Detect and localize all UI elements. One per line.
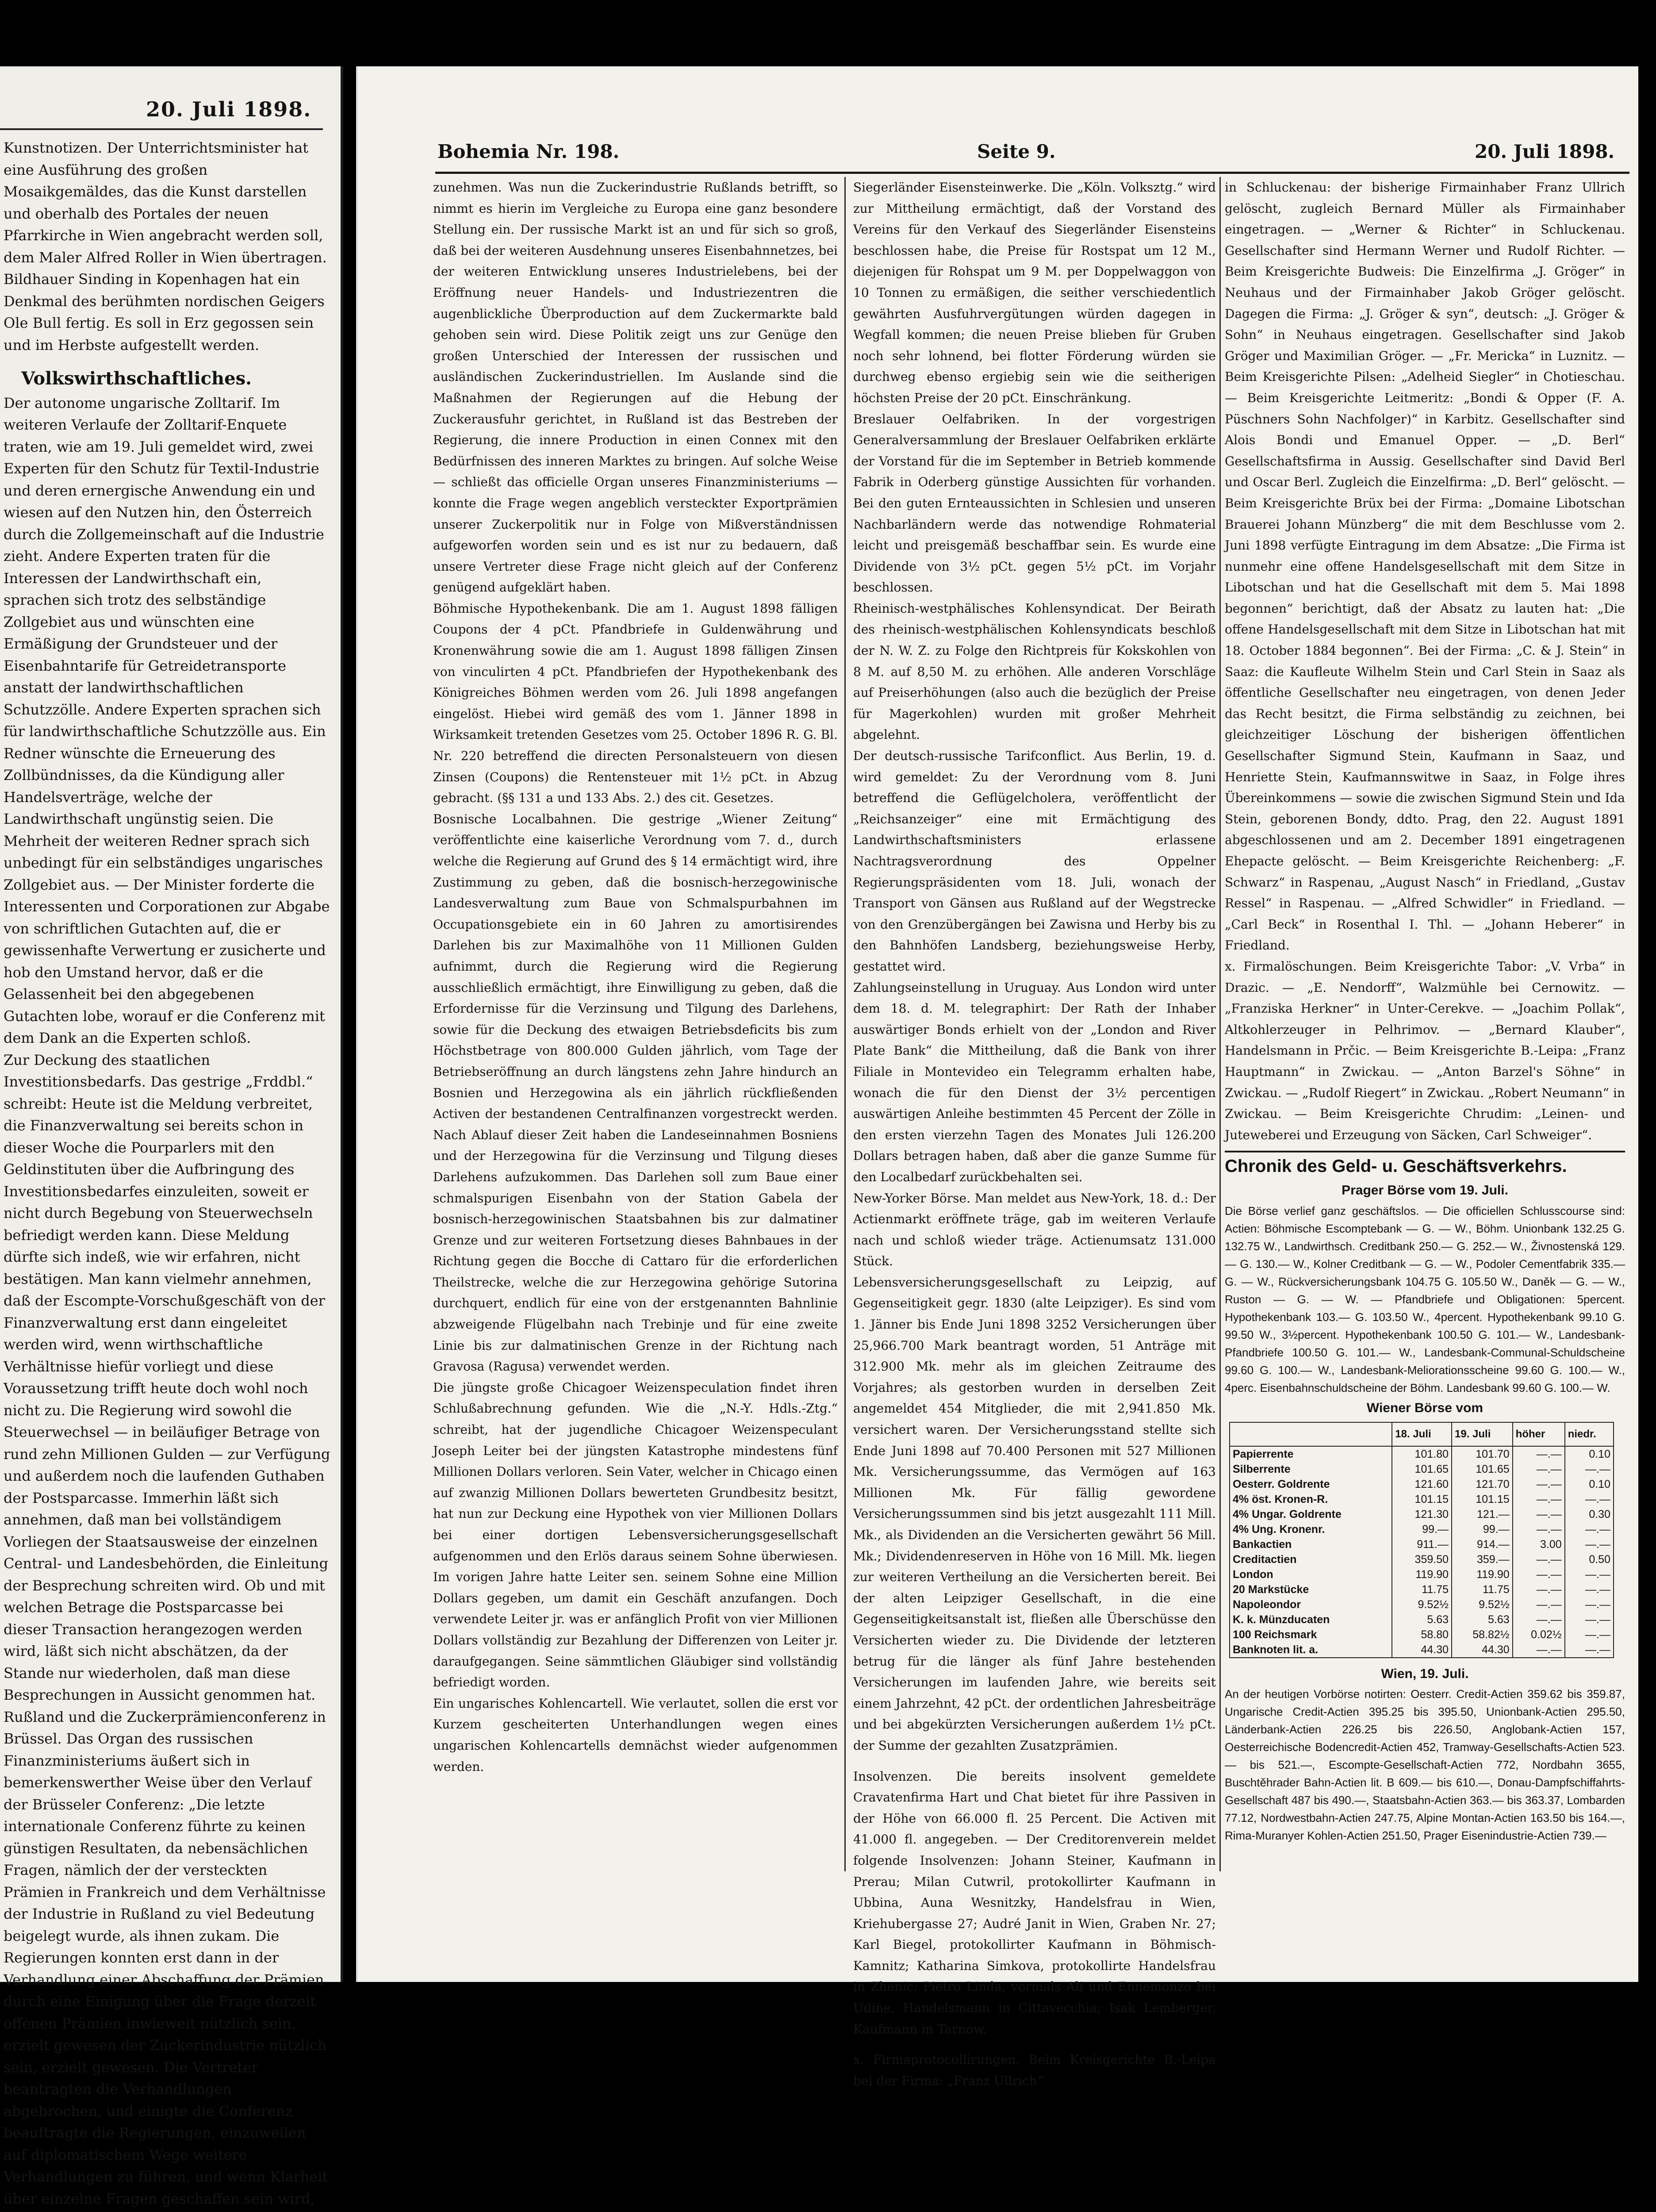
table-row	[1230, 1567, 1614, 1582]
rate-cell: —.—	[1565, 1537, 1614, 1552]
column-3	[1225, 177, 1625, 1867]
security-name: Napoleondor	[1230, 1597, 1392, 1612]
rate-cell: —.—	[1513, 1477, 1565, 1492]
rate-cell: 5.63	[1452, 1612, 1513, 1627]
rate-cell: —.—	[1513, 1507, 1565, 1522]
article-paragraph: Rußland und die Zuckerprämienconferenz in Brüssel. Das Organ des russischen Finanzministeriums äußert sich in bemerkenswerther Weise über den Verlauf der Brüsseler Conferenz: „Die letzte internationale Conferenz führte zu keinen günstigen Resultaten, da nebensächlichen Fragen, nämlich der der versteckten Prämien in Frankreich und dem Verhältnisse der Industrie in Rußland zu viel Bedeutung beigelegt wurde, als ihnen zukam. Die Regierungen konnten erst dann in der Verhandlung einer Abschaffung der Prämien durch eine Einigung über die Frage derzeit offenen Prämien inwieweit nützlich sein, erzielt gewesen der Zuckerindustrie nützlich sein, erzielt gewesen. Die Vertreter beantragten die Verhandlungen abgebrochen, und einigte die Conferenz beauftragte die Regierungen, einzuweilen auf diplomatischem Wege weitere Verhandlungen zu führen, und wenn Klarheit über einzelne Fragen geschaffen sein wird,	[4, 1706, 331, 2212]
rate-cell: 3.00	[1513, 1537, 1565, 1552]
rate-cell: 5.63	[1392, 1612, 1452, 1627]
rate-cell: 101.15	[1392, 1492, 1452, 1507]
rate-cell: —.—	[1513, 1567, 1565, 1582]
rate-cell: 101.15	[1452, 1492, 1513, 1507]
rate-cell: 0.30	[1565, 1507, 1614, 1522]
rate-cell: 99.—	[1392, 1522, 1452, 1537]
security-name: 4% öst. Kronen-R.	[1230, 1492, 1392, 1507]
security-name: Banknoten lit. a.	[1230, 1642, 1392, 1658]
rate-cell: —.—	[1513, 1492, 1565, 1507]
rate-cell: —.—	[1565, 1462, 1614, 1477]
table-body	[1230, 1446, 1614, 1658]
security-name: Oesterr. Goldrente	[1230, 1477, 1392, 1492]
rate-cell: —.—	[1565, 1567, 1614, 1582]
table-row	[1230, 1477, 1614, 1492]
article-paragraph: Zahlungseinstellung in Uruguay. Aus London wird unter dem 18. d. M. telegraphirt: Der Rath der Inhaber auswärtiger Bonds erhielt von der „London and River Plate Bank“ die Mittheilung, daß die Bank von ihrer Filiale in Montevideo ein Telegramm erhalten habe, wonach die für den Dienst der 3½ percentigen auswärtigen Anleihe bestimmten 45 Percent der Zölle in den ersten vierzehn Tagen des Monates Juli 126.200 Dollars betragen haben, daß aber die ganze Summe für den Localbedarf zurückbehalten sei.	[853, 977, 1216, 1188]
column-2	[853, 177, 1216, 1867]
rate-cell: —.—	[1565, 1582, 1614, 1597]
rate-cell: 914.—	[1452, 1537, 1513, 1552]
article-paragraph: Zur Deckung des staatlichen Investitionsbedarfs. Das gestrige „Frddbl.“ schreibt: Heute ist die Meldung verbreitet, die Finanzverwaltung sei bereits schon in dieser Woche die Pourparlers mit den Geldinstituten über die Aufbringung des Investitionsbedarfes einzuleiten, soweit er nicht durch Begebung von Steuerwechseln befriedigt werden kann. Diese Meldung dürfte sich indeß, wie wir erfahren, nicht bestätigen. Man kann vielmehr annehmen, daß der Escompte-Vorschußgeschäft von der Finanzverwaltung erst dann eingeleitet werden wird, wenn wirthschaftliche Verhältnisse hiefür vorliegt und diese Voraussetzung trifft heute doch wohl noch nicht zu. Die Regierung wird sowohl die Steuerwechsel — in beiläufiger Betrage von rund zehn Millionen Gulden — zur Verfügung und außerdem noch die laufenden Guthaben der Postsparcasse. Immerhin läßt sich annehmen, daß man bei vollständigem Vorliegen der Staatsausweise der einzelnen Central- und Landesbehörden, die Einleitung der Besprechung schreiten wird. Ob und mit welchen Betrage die Postsparcasse bei dieser Transaction herangezogen werden wird, läßt sich nicht abschätzen, da der Stande nur wiederholen, daß man diese Besprechungen in Aussicht genommen hat.	[4, 1049, 331, 1706]
security-name: 100 Reichsmark	[1230, 1627, 1392, 1642]
column-divider	[844, 177, 846, 1871]
rate-cell: 121.60	[1392, 1477, 1452, 1492]
rate-cell: —.—	[1513, 1582, 1565, 1597]
newspaper-issue: Bohemia Nr. 198.	[437, 141, 619, 162]
rate-cell: —.—	[1565, 1627, 1614, 1642]
rate-cell: 359.—	[1452, 1552, 1513, 1567]
article-paragraph: Bildhauer Sinding in Kopenhagen hat ein Denkmal des berühmten nordischen Geigers Ole Bull fertig. Es soll in Erz gegossen sein und im Herbste aufgestellt werden.	[4, 269, 331, 356]
page-number: Seite 9.	[977, 141, 1056, 162]
exchange-rate-table	[1229, 1422, 1614, 1658]
column-header: 19. Juli	[1452, 1422, 1513, 1446]
rate-cell: 121.30	[1392, 1507, 1452, 1522]
article-paragraph: Der deutsch-russische Tarifconflict. Aus Berlin, 19. d. wird gemeldet: Zu der Verordnung vom 8. Juni betreffend die Geflügelcholera, veröffentlicht der „Reichsanzeiger“ eine mit Ermächtigung des Landwirthschaftsministers erlassene Nachtragsverordnung des Oppelner Regierungspräsidenten vom 18. Juli, wonach der Transport von Gänsen aus Rußland auf der Wegstrecke von den Grenzübergängen bei Zawisna und Herby bis zu den Bahnhöfen Landsberg, beziehungsweise Herby, gestattet wird.	[853, 745, 1216, 977]
wien-heading: Wien, 19. Juli.	[1225, 1663, 1625, 1685]
page-header	[358, 141, 1638, 167]
rate-cell: 359.50	[1392, 1552, 1452, 1567]
column-1	[433, 177, 838, 1867]
header-rule	[0, 128, 323, 130]
rate-cell: 0.10	[1565, 1446, 1614, 1462]
security-name: Creditactien	[1230, 1552, 1392, 1567]
left-page-date: 20. Juli 1898.	[146, 97, 311, 121]
article-paragraph: Böhmische Hypothekenbank. Die am 1. August 1898 fälligen Coupons der 4 pCt. Pfandbriefe in Guldenwährung und Kronenwährung sowie die am 1. August 1898 fälligen Zinsen von vinculirten 4 pCt. Pfandbriefen der Hypothekenbank des Königreiches Böhmen werden vom 26. Juli 1898 angefangen eingelöst. Hiebei wird gemäß des vom 1. Jänner 1898 in Wirksamkeit tretenden Gesetzes vom 25. October 1896 R. G. Bl. Nr. 220 betreffend die directen Personalsteuern von diesen Zinsen (Coupons) die Rentensteuer mit 1½ pCt. in Abzug gebracht. (§§ 131 a und 133 Abs. 2.) des cit. Gesetzes.	[433, 598, 838, 809]
article-paragraph: x. Firmalöschungen. Beim Kreisgerichte Tabor: „V. Vrba“ in Drazic. — „E. Nendorff“, Walzmühle bei Cernowitz. — „Franziska Herkner“ in Unter-Cerekve. — „Joachim Pollak“, Altkohlerzeuger in Pelhrimov. — „Bernard Klauber“, Handelsmann in Prčic. — Beim Kreisgerichte B.-Leipa: „Franz Hauptmann“ in Zwickau. — „Anton Barzel's Söhne“ in Zwickau. — „Rudolf Riegert“ in Zwickau. „Robert Neumann“ in Zwickau. — Beim Kreisgerichte Chrudim: „Leinen- und Juteweberei und Erzeugung von Säcken, Carl Schweiger“.	[1225, 956, 1625, 1145]
rate-cell: 58.80	[1392, 1627, 1452, 1642]
table-row	[1230, 1522, 1614, 1537]
article-paragraph: Breslauer Oelfabriken. In der vorgestrigen Generalversammlung der Breslauer Oelfabriken erklärte der Vorstand für die im September in Betrieb kommende Fabrik in Oderberg günstige Aussichten für vorhanden. Bei den guten Ernteaussichten in Schlesien und unseren Nachbarländern werde das notwendige Rohmaterial leicht und preisgemäß beschaffbar sein. Es wurde eine Dividende von 3½ pCt. gegen 5½ pCt. im Vorjahr beschlossen.	[853, 409, 1216, 598]
rate-cell: —.—	[1513, 1522, 1565, 1537]
prager-boerse-text: Die Börse verlief ganz geschäftslos. — Die officiellen Schlusscourse sind: Actien: Böhmische Escomptebank — G. — W., Böhm. Unionbank 132.25 G. 132.75 W., Landwirthsch. Creditbank 250.— G. 252.— W., Živnostenská 129.— G. 130.— W., Kolner Creditbank — G. — W., Podoler Cementfabrik 335.— G. — W., Rückversicherungsbank 104.75 G. 105.50 W., Daněk — G. — W., Ruston — G. — W. — Pfandbriefe und Obligationen: 5percent. Hypothekenbank 103.— G. 103.50 W., 4percent. Hypothekenbank 99.10 G. 99.50 W., 3½percent. Hypothekenbank 100.50 G. 101.— W., Landesbank-Pfandbriefe 100.50 G. 101.— W., Landesbank-Communal-Schuldscheine 99.60 G. 100.— W., Landesbank-Meliorationsscheine 99.60 G. 100.— W., 4perc. Eisenbahnschuldscheine der Böhm. Landesbank 99.60 G. 100.— W.	[1225, 1202, 1625, 1397]
header-rule	[435, 172, 1629, 174]
rate-cell: 101.70	[1452, 1446, 1513, 1462]
rate-cell: 119.90	[1392, 1567, 1452, 1582]
column-divider	[1219, 177, 1221, 1871]
rate-cell: —.—	[1565, 1597, 1614, 1612]
rate-cell: 0.10	[1565, 1477, 1614, 1492]
table-header-row	[1230, 1422, 1614, 1446]
table-row	[1230, 1462, 1614, 1477]
security-name: Bankactien	[1230, 1537, 1392, 1552]
table-row	[1230, 1537, 1614, 1552]
rate-cell: —.—	[1513, 1462, 1565, 1477]
rate-cell: 121.70	[1452, 1477, 1513, 1492]
rate-cell: 101.65	[1392, 1462, 1452, 1477]
security-name: Papierrente	[1230, 1446, 1392, 1462]
issue-date: 20. Juli 1898.	[1475, 141, 1614, 162]
article-paragraph: in Schluckenau: der bisherige Firmainhaber Franz Ullrich gelöscht, zugleich Bernard Müller als Firmainhaber eingetragen. — „Werner & Richter“ in Schluckenau. Gesellschafter sind Hermann Werner und Rudolf Richter. — Beim Kreisgerichte Budweis: Die Einzelfirma „J. Gröger“ in Neuhaus und der Firmainhaber Jakob Gröger gelöscht. Dagegen die Firma: „J. Gröger & syn“, deutsch: „J. Gröger & Sohn“ in Neuhaus eingetragen. Gesellschafter sind Jakob Gröger und Maximilian Gröger. — „Fr. Mericka“ in Luznitz. — Beim Kreisgerichte Pilsen: „Adelheid Siegler“ in Chotieschau. — Beim Kreisgerichte Leitmeritz: „Bondi & Opper (F. A. Püschners Sohn Nachfolger)“ in Karbitz. Gesellschafter sind Alois Bondi und Emanuel Opper. — „D. Berl“ Gesellschaftsfirma in Aussig. Gesellschafter sind David Berl und Oscar Berl. Zugleich die Einzelfirma: „D. Berl“ gelöscht. — Beim Kreisgerichte Brüx bei der Firma: „Domaine Libotschan Brauerei Johann Münzberg“ die mit dem Beschlusse vom 2. Juni 1898 verfügte Eintragung im dem Absatze: „Die Firma ist nunmehr eine offene Handelsgesellschaft mit dem Sitze in Libotschan und hat die Gesellschaft mit dem 5. Mai 1898 begonnen“ berichtigt, daß der Absatz zu lauten hat: „Die offene Handelsgesellschaft mit dem Sitze in Libotschan hat mit 18. October 1884 begonnen“. Bei der Firma: „C. & J. Stein“ in Saaz: die Kaufleute Wilhelm Stein und Carl Stein in Saaz als öffentliche Gesellschafter neu eingetragen, von denen Jeder das Recht besitzt, die Firma selbständig zu zeichnen, bei gleichzeitiger Löschung der bisherigen öffentlichen Gesellschafter Sigmund Stein, Kaufmann in Saaz, und Henriette Stein, Kaufmannswitwe in Saaz, in Folge ihres Übereinkommens — sowie die zwischen Sigmund Stein und Ida Stein, geborenen Bondy, ddto. Prag, den 22. August 1891 abgeschlossenen und am 2. December 1891 eingetragenen Ehepacte gelöscht. — Beim Kreisgerichte Reichenberg: „F. Schwarz“ in Raspenau, „August Nasch“ in Friedland, „Gustav Ressel“ in Raspenau. — „Alfred Schwidler“ in Friedland. — „Carl Beck“ in Rosenthal I. Thl. — „Johann Heberer“ in Friedland.	[1225, 177, 1625, 956]
article-paragraph: Insolvenzen. Die bereits insolvent gemeldete Cravatenfirma Hart und Chat bietet für ihre Passiven in der Höhe von 66.000 fl. 25 Percent. Die Activen mit 41.000 fl. angegeben. — Der Creditorenverein meldet folgende Insolvenzen: Johann Steiner, Kaufmann in Prerau; Milan Cutwril, protokollirter Kaufmann in Ubbina, Auna Wesnitzky, Handelsfrau in Wien, Kriehubergasse 27; Audré Janit in Wien, Graben Nr. 27; Karl Biegel, protokollirter Kaufmann in Böhmisch-Kamnitz; Katharina Simkova, protokollirte Handelsfrau in Zhenic; Pietro Linda, vormals Ali und Ennemonzo bei Udine, Handelsmann in Cittavecchia; Isak Lemberger, Kaufmann in Tarnow.	[853, 1766, 1216, 2040]
left-page-column	[4, 137, 331, 2212]
wien-vorboerse-text: An der heutigen Vorbörse notirten: Oesterr. Credit-Actien 359.62 bis 359.87, Ungarische Credit-Actien 395.25 bis 395.50, Unionbank-Actien 295.50, Länderbank-Actien 226.25 bis 226.50, Anglobank-Actien 157, Oesterreichische Bodencredit-Actien 452, Tramway-Gesellschafts-Actien 523.— bis 521.—, Escompte-Gesellschaft-Actien 772, Nordbahn 3655, Buschtěhrader Bahn-Actien lit. B 609.— bis 610.—, Donau-Dampfschiffahrts-Gesellschaft 487 bis 490.—, Staatsbahn-Actien 363.— bis 363.37, Lombarden 77.12, Nordwestbahn-Actien 247.75, Alpine Montan-Actien 163.50 bis 164.—, Rima-Muranyer Kohlen-Actien 251.50, Prager Eisenindustrie-Actien 739.—	[1225, 1685, 1625, 1844]
left-page	[0, 66, 343, 1982]
rate-cell: —.—	[1565, 1492, 1614, 1507]
article-paragraph: x. Firmaprotocollirungen. Beim Kreisgerichte B.-Leipa bei der Firma: „Franz Ullrich“	[853, 2049, 1216, 2091]
rate-cell: —.—	[1565, 1522, 1614, 1537]
security-name: K. k. Münzducaten	[1230, 1612, 1392, 1627]
rate-cell: —.—	[1513, 1552, 1565, 1567]
security-name: 4% Ungar. Goldrente	[1230, 1507, 1392, 1522]
security-name: London	[1230, 1567, 1392, 1582]
table-row	[1230, 1552, 1614, 1567]
rate-cell: 101.65	[1452, 1462, 1513, 1477]
rate-cell: 0.50	[1565, 1552, 1614, 1567]
prager-boerse-heading: Prager Börse vom 19. Juli.	[1225, 1180, 1625, 1201]
chronik-heading: Chronik des Geld- u. Geschäftsverkehrs.	[1225, 1151, 1625, 1177]
section-title: Volkswirthschaftliches.	[21, 368, 331, 390]
article-paragraph: Der autonome ungarische Zolltarif. Im weiteren Verlaufe der Zolltarif-Enquete traten, wie am 19. Juli gemeldet wird, zwei Experten für den Schutz für Textil-Industrie und deren ernergische Anwendung ein und wiesen auf den Nutzen hin, den Österreich durch die Zollgemeinschaft auf die Industrie zieht. Andere Experten traten für die Interessen der Landwirthschaft ein, sprachen sich trotz des selbständige Zollgebiet aus und wünschten eine Ermäßigung der Grundsteuer und der Eisenbahntarife für Getreidetransporte anstatt der landwirthschaftlichen Schutzzölle. Andere Experten sprachen sich für landwirthschaftliche Schutzzölle aus. Ein Redner wünschte die Erneuerung des Zollbündnisses, da die Kündigung aller Handelsverträge, welche der Landwirthschaft ungünstig seien. Die Mehrheit der weiteren Redner sprach sich unbedingt für ein selbständiges ungarisches Zollgebiet aus. — Der Minister forderte die Interessenten und Corporationen zur Abgabe von schriftlichen Gutachten auf, die er gewissenhafte Verwertung er zusicherte und hob den Umstand hervor, daß er die Gelassenheit bei den abgegebenen Gutachten lobe, worauf er die Conferenz mit dem Dank an die Experten schloß.	[4, 392, 331, 1049]
rate-cell: —.—	[1513, 1597, 1565, 1612]
wiener-boerse-heading: Wiener Börse vom	[1225, 1398, 1625, 1419]
article-paragraph: Kunstnotizen. Der Unterrichtsminister hat eine Ausführung des großen Mosaikgemäldes, das die Kunst darstellen und oberhalb des Portales der neuen Pfarrkirche in Wien angebracht werden soll, dem Maler Alfred Roller in Wien übertragen.	[4, 137, 331, 269]
article-paragraph: Die jüngste große Chicagoer Weizenspeculation findet ihren Schlußabrechnung gefunden. Wie die „N.-Y. Hdls.-Ztg.“ schreibt, hat der jugendliche Chicagoer Weizenspeculant Joseph Leiter bei der jüngsten Katastrophe mindestens fünf Millionen Dollars verloren. Sein Vater, welcher in Chicago einen auf zwanzig Millionen Dollars bewerteten Grundbesitz besitzt, hat nun zur Deckung eine Hypothek von vier Millionen Dollars bei einer dortigen Lebensversicherungsgesellschaft aufgenommen und den Erlös daraus seinem Sohne überwiesen. Im vorigen Jahre hatte Leiter sen. seinem Sohne eine Million Dollars gegeben, um damit ein Geschäft anzufangen. Doch verwendete Leiter jr. was er anfänglich Profit von vier Millionen Dollars vollständig zur Bezahlung der Differenzen von Leiter jr. daraufgegangen. Seine sämmtlichen Gläubiger sind vollständig befriedigt worden.	[433, 1377, 838, 1693]
rate-cell: 0.02½	[1513, 1627, 1565, 1642]
rate-cell: 44.30	[1392, 1642, 1452, 1658]
rate-cell: 9.52½	[1452, 1597, 1513, 1612]
article-paragraph: Bosnische Localbahnen. Die gestrige „Wiener Zeitung“ veröffentlichte eine kaiserliche Verordnung vom 7. d., durch welche die Regierung auf Grund des § 14 ermächtigt wird, ihre Zustimmung zu geben, daß die bosnisch-herzegowinische Landesverwaltung zum Baue von Schmalspurbahnen im Occupationsgebiete ein in 60 Jahren zu amortisirendes Darlehen bis zur Maximalhöhe von 11 Millionen Gulden aufnimmt, durch die Regierung wird die Regierung ausschließlich ermächtigt, ihre Einwilligung zu geben, daß die Erfordernisse für die Verzinsung und Tilgung des Darlehens, sowie für die Deckung des etwaigen Betriebsdeficits bis zum Höchstbetrage von 800.000 Gulden jährlich, vom Tage der Betriebseröffnung an durch längstens zehn Jahre hindurch an Bosnien und Herzegowina als ein jährlich rückfließenden Activen der bestandenen Centralfinanzen vorgestreckt werden. Nach Ablauf dieser Zeit haben die Landeseinnahmen Bosniens und der Herzegowina für die Verzinsung und Tilgung dieses Darlehens aufzukommen. Das Darlehen soll zum Baue einer schmalspurigen Eisenbahn von der Station Gabela der bosnisch-herzegowinischen Staatsbahnen bis zur dalmatiner Grenze und zur weiteren Fortsetzung dieses Bahnbaues in der Richtung gegen die Bocche di Cattaro für die erforderlichen Theilstrecke, welche die zur Herzegowina gehörige Sutorina durchquert, endlich für eine von der erstgenannten Bahnlinie abzweigende Flügelbahn nach Trebinje und für eine zweite Linie bis zur dalmatinischen Grenze in der Richtung nach Gravosa (Ragusa) verwendet werden.	[433, 809, 838, 1377]
security-name: 4% Ung. Kronenr.	[1230, 1522, 1392, 1537]
rate-cell: 11.75	[1392, 1582, 1452, 1597]
column-header	[1230, 1422, 1392, 1446]
rate-cell: —.—	[1513, 1612, 1565, 1627]
rate-cell: 101.80	[1392, 1446, 1452, 1462]
article-paragraph: zunehmen. Was nun die Zuckerindustrie Rußlands betrifft, so nimmt es hierin im Vergleiche zu Europa eine ganz besondere Stellung ein. Der russische Markt ist an und für sich so groß, daß bei der weiteren Ausdehnung unseres Eisenbahnnetzes, bei der weiteren Entwicklung unseres Industrielebens, bei der Eröffnung neuer Handels- und Industriezentren die augenblickliche Überproduction auf dem Zuckermarkte bald gehoben sein wird. Diese Politik zeigt uns zur Genüge den großen Unterschied der Interessen der russischen und ausländischen Zuckerindustriellen. Im Auslande sind die Maßnahmen der Regierungen auf die Hebung der Zuckerausfuhr gerichtet, in Rußland ist das Bestreben der Regierung, die innere Production in einen Connex mit den Bedürfnissen des inneren Marktes zu bringen. Auf solche Weise — schließt das officielle Organ unseres Finanzministeriums — konnte die Frage wegen angeblich versteckter Exportprämien unserer Zuckerpolitik nur in Folge von Mißverständnissen aufgeworfen worden sein und es ist nur zu bedauern, daß unsere Vertreter diese Frage nicht gleich auf der Conferenz genügend aufgeklärt haben.	[433, 177, 838, 598]
rate-cell: 44.30	[1452, 1642, 1513, 1658]
article-paragraph: Rheinisch-westphälisches Kohlensyndicat. Der Beirath des rheinisch-westphälischen Kohlensyndicats beschloß der N. W. Z. zu Folge den Richtpreis für Kokskohlen von 8 M. auf 8,50 M. zu erhöhen. Alle anderen Vorschläge auf Preiserhöhungen (also auch die bezüglich der Preise für Magerkohlen) wurden mit großer Mehrheit abgelehnt.	[853, 598, 1216, 745]
table-row	[1230, 1582, 1614, 1597]
rate-cell: 11.75	[1452, 1582, 1513, 1597]
column-header: niedr.	[1565, 1422, 1614, 1446]
rate-cell: —.—	[1565, 1642, 1614, 1658]
rate-cell: 911.—	[1392, 1537, 1452, 1552]
rate-cell: 121.—	[1452, 1507, 1513, 1522]
security-name: Silberrente	[1230, 1462, 1392, 1477]
table-row	[1230, 1597, 1614, 1612]
rate-cell: 9.52½	[1392, 1597, 1452, 1612]
column-header: 18. Juli	[1392, 1422, 1452, 1446]
table-row	[1230, 1492, 1614, 1507]
article-paragraph: Ein ungarisches Kohlencartell. Wie verlautet, sollen die erst vor Kurzem gescheiterten Unterhandlungen wegen eines ungarischen Kohlencartells demnächst wieder aufgenommen werden.	[433, 1693, 838, 1777]
table-row	[1230, 1642, 1614, 1658]
article-paragraph: Siegerländer Eisensteinwerke. Die „Köln. Volksztg.“ wird zur Mittheilung ermächtigt, daß der Vorstand des Vereins für den Verkauf des Siegerländer Eisensteins beschlossen habe, die Preise für Rostspat um 12 M., diejenigen für Rohspat um 9 M. per Doppelwaggon von 10 Tonnen zu ermäßigen, die seither verschiedentlich gewährten Ausfuhrvergütungen würden dagegen in Wegfall kommen; die neuen Preise blieben für Gruben noch sehr lohnend, bei flotter Förderung würden sie durchweg ebenso ergiebig sein wie die seitherigen höchsten Preise der 20 pCt. Einschränkung.	[853, 177, 1216, 409]
article-paragraph: New-Yorker Börse. Man meldet aus New-York, 18. d.: Der Actienmarkt eröffnete träge, gab im weiteren Verlaufe nach und schloß wieder träge. Actienumsatz 131.000 Stück.	[853, 1188, 1216, 1272]
right-page	[356, 66, 1638, 1982]
rate-cell: —.—	[1513, 1642, 1565, 1658]
rate-cell: 119.90	[1452, 1567, 1513, 1582]
rate-cell: —.—	[1513, 1446, 1565, 1462]
security-name: 20 Markstücke	[1230, 1582, 1392, 1597]
table-row	[1230, 1446, 1614, 1462]
table-row	[1230, 1612, 1614, 1627]
table-row	[1230, 1507, 1614, 1522]
rate-cell: —.—	[1565, 1612, 1614, 1627]
table-row	[1230, 1627, 1614, 1642]
rate-cell: 58.82½	[1452, 1627, 1513, 1642]
column-header: höher	[1513, 1422, 1565, 1446]
article-paragraph: Lebensversicherungsgesellschaft zu Leipzig, auf Gegenseitigkeit gegr. 1830 (alte Leipziger). Es sind vom 1. Jänner bis Ende Juni 1898 3252 Versicherungen über 25,966.700 Mark beantragt worden, 51 Anträge mit 312.900 Mk. mehr als im gleichen Zeitraume des Vorjahres; als gestorben wurden in derselben Zeit angemeldet 454 Mitglieder, die mit 2,941.850 Mk. versichert waren. Der Versicherungsstand stellte sich Ende Juni 1898 auf 70.400 Personen mit 527 Millionen Mk. Versicherungssumme, das Vermögen auf 163 Millionen Mk. Für fällig gewordene Versicherungssummen sind bis jetzt ausgezahlt 111 Mill. Mk., als Dividenden an die Versicherten gewährt 56 Mill. Mk.; Dividendenreserven in Höhe von 16 Mill. Mk. liegen zur weiteren Vertheilung an die Versicherten bereit. Bei der alten Leipziger Gesellschaft, in die eine Gegenseitigkeitsanstalt ist, fließen alle Überschüsse den Versicherten wieder zu. Die Dividende der letzteren betrug für die länger als fünf Jahre bestehenden Versicherungen im laufenden Jahre, wie bereits seit einem Jahrzehnt, 42 pCt. der ordentlichen Jahresbeiträge und bei abgekürzten Versicherungen außerdem 1½ pCt. der Summe der gezahlten Zusatzprämien.	[853, 1272, 1216, 1756]
rate-cell: 99.—	[1452, 1522, 1513, 1537]
